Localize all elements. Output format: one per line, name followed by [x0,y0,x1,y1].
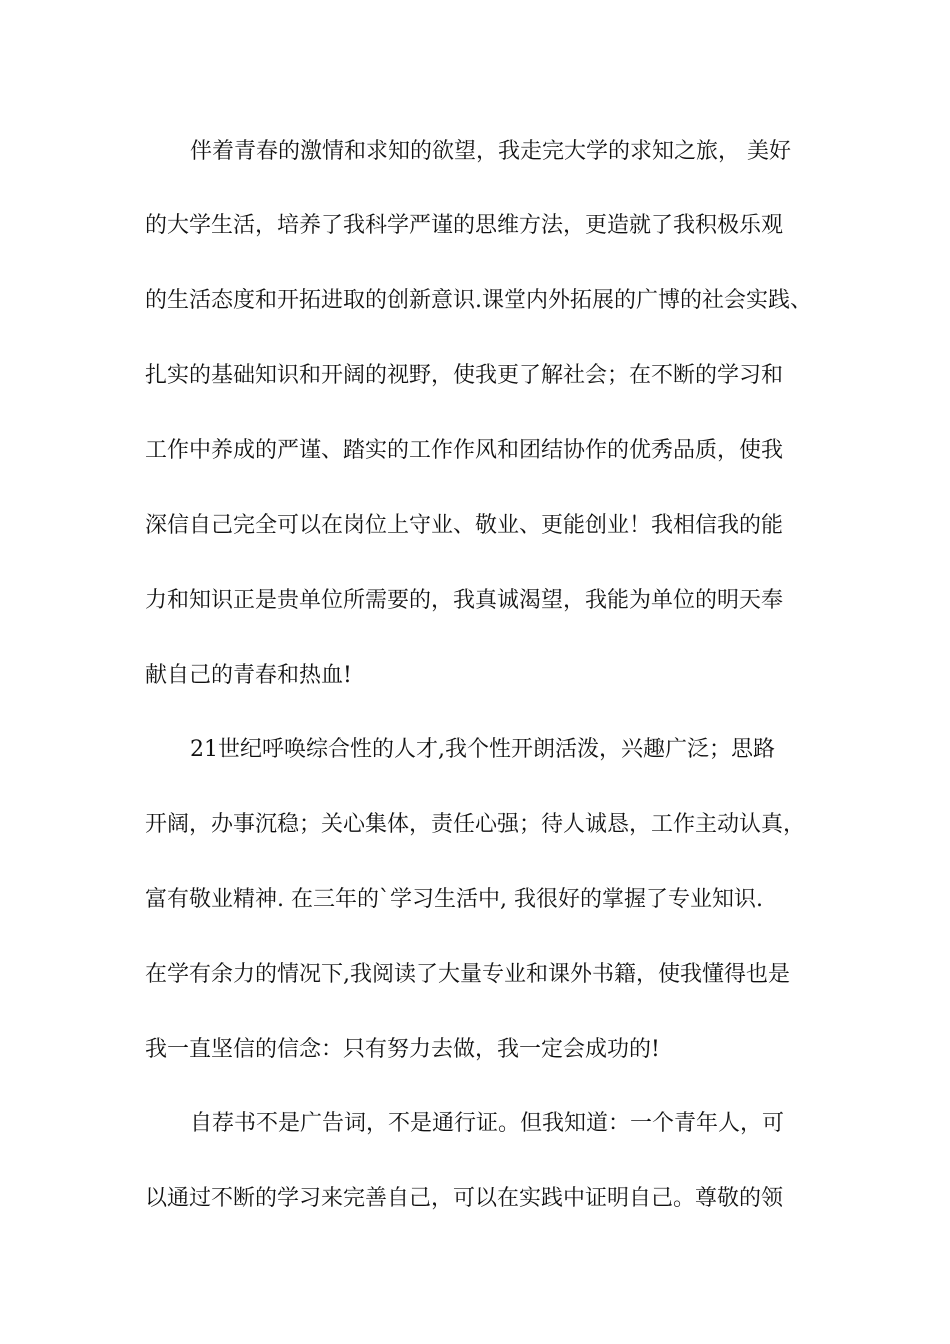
paragraph-1-line-6: 深信自己完全可以在岗位上守业、敬业、更能创业！我相信我的能 [145,513,784,538]
paragraph-2-line-4: 在学有余力的情况下,我阅读了大量专业和课外书籍，使我懂得也是 [145,962,790,987]
paragraph-3-line-1: 自荐书不是广告词，不是通行证。但我知道：一个青年人，可 [190,1111,785,1136]
paragraph-3-line-2: 以通过不断的学习来完善自己，可以在实践中证明自己。尊敬的领 [145,1186,784,1211]
paragraph-1-line-4: 扎实的基础知识和开阔的视野，使我更了解社会；在不断的学习和 [145,363,784,388]
paragraph-1-line-8: 献自己的青春和热血! [145,663,352,688]
paragraph-2-line-5: 我一直坚信的信念：只有努力去做，我一定会成功的! [145,1037,660,1062]
paragraph-2-line-2: 开阔，办事沉稳；关心集体，责任心强；待人诚恳，工作主动认真， [145,812,806,837]
paragraph-2-line-3: 富有敬业精神. 在三年的`学习生活中, 我很好的掌握了专业知识. [145,887,763,912]
paragraph-1-line-5: 工作中养成的严谨、踏实的工作作风和团结协作的优秀品质，使我 [145,438,784,463]
paragraph-1-line-7: 力和知识正是贵单位所需要的，我真诚渴望，我能为单位的明天奉 [145,588,784,613]
paragraph-1-line-2: 的大学生活，培养了我科学严谨的思维方法，更造就了我积极乐观 [145,213,784,238]
paragraph-1-line-1: 伴着青春的激情和求知的欲望，我走完大学的求知之旅， 美好 [190,139,791,164]
paragraph-2-line-1: 21世纪呼唤综合性的人才,我个性开朗活泼，兴趣广泛；思路 [190,737,775,762]
paragraph-1-line-3: 的生活态度和开拓进取的创新意识.课堂内外拓展的广博的社会实践、 [145,288,812,313]
